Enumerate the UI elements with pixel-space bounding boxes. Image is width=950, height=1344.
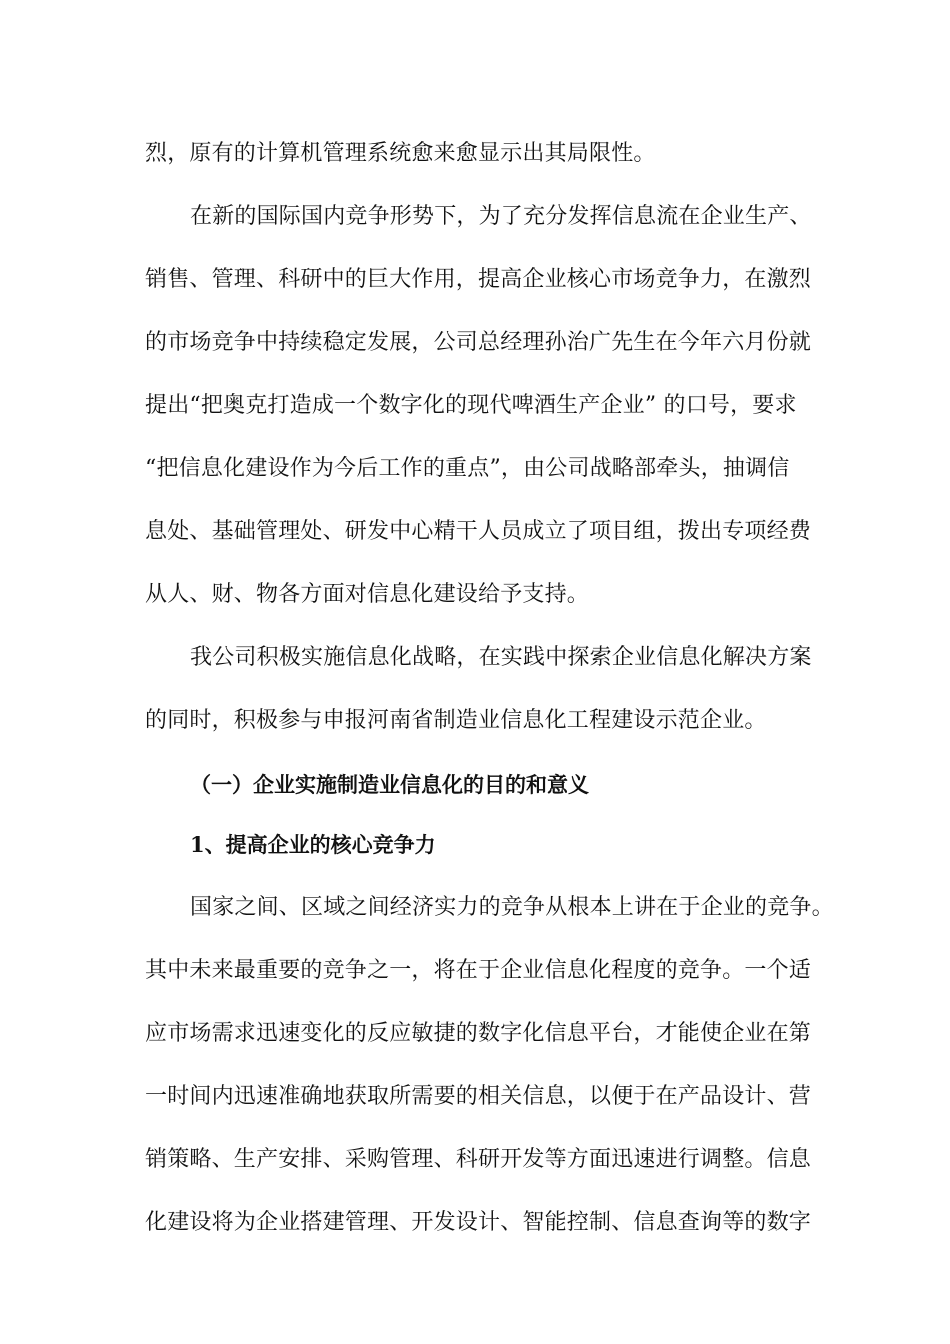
text-line-1: 烈，原有的计算机管理系统愈来愈显示出其局限性。 — [145, 141, 656, 166]
text-line-4: 的市场竞争中持续稳定发展，公司总经理孙治广先生在今年六月份就 — [145, 330, 812, 355]
text-line-8: 从人、财、物各方面对信息化建设给予支持。 — [145, 582, 590, 607]
section-heading: （一）企业实施制造业信息化的目的和意义 — [190, 773, 589, 797]
text-line-14: 一时间内迅速准确地获取所需要的相关信息，以便于在产品设计、营 — [145, 1084, 812, 1109]
text-line-9: 我公司积极实施信息化战略，在实践中探索企业信息化解决方案 — [190, 645, 812, 670]
text-line-2: 在新的国际国内竞争形势下，为了充分发挥信息流在企业生产、 — [190, 204, 812, 229]
subsection-heading: 1、提高企业的核心竞争力 — [190, 832, 436, 857]
text-line-7: 息处、基础管理处、研发中心精干人员成立了项目组，拨出专项经费 — [145, 519, 812, 544]
text-line-16: 化建设将为企业搭建管理、开发设计、智能控制、信息查询等的数字 — [145, 1210, 812, 1235]
text-line-6: “把信息化建设作为今后工作的重点”，由公司战略部牵头，抽调信 — [145, 456, 790, 481]
text-line-15: 销策略、生产安排、采购管理、科研开发等方面迅速进行调整。信息 — [145, 1147, 812, 1172]
text-line-13: 应市场需求迅速变化的反应敏捷的数字化信息平台，才能使企业在第 — [145, 1021, 812, 1046]
text-line-5: 提出“把奥克打造成一个数字化的现代啤酒生产企业” 的口号，要求 — [145, 393, 797, 418]
text-line-3: 销售、管理、科研中的巨大作用，提高企业核心市场竞争力，在激烈 — [145, 267, 812, 292]
text-line-11: 国家之间、区域之间经济实力的竞争从根本上讲在于企业的竞争。 — [190, 895, 834, 920]
text-line-12: 其中未来最重要的竞争之一，将在于企业信息化程度的竞争。一个适 — [145, 958, 812, 983]
text-line-10: 的同时，积极参与申报河南省制造业信息化工程建设示范企业。 — [145, 708, 767, 733]
